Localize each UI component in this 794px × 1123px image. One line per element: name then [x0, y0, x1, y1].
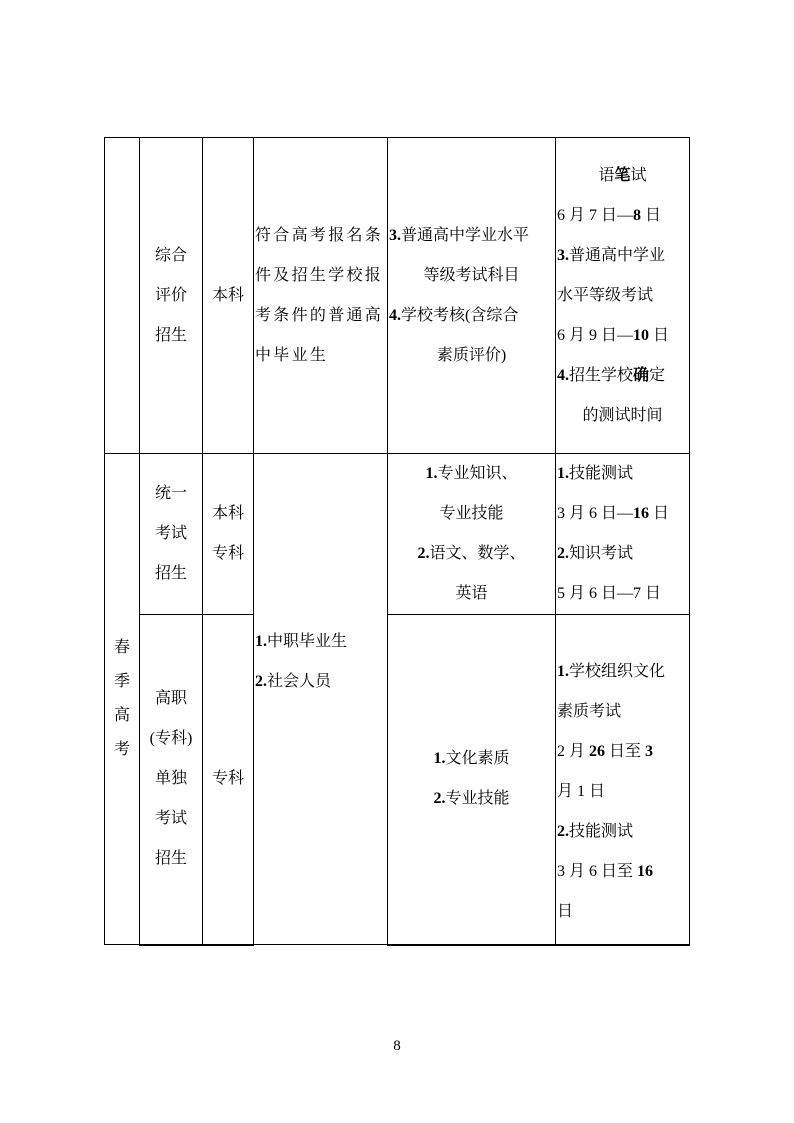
table-cell-line: 单独 [154, 770, 187, 788]
table-cell-line: 月 1 日 [557, 783, 606, 801]
cell-level-zhuanke [203, 615, 254, 945]
table-cell-line: 素质评价) [436, 346, 507, 364]
table-cell-line: 英语 [455, 585, 488, 602]
table-cell-line: 1.技能测试 [557, 465, 634, 482]
table-cell-line: (专科) [149, 730, 193, 748]
cell-subjects-comprehensive [388, 138, 556, 454]
table-cell-line: 的测试时间 [582, 406, 663, 424]
table-cell-line: 1.学校组织文化 [557, 663, 666, 681]
table-cell-line: 本科 [211, 286, 244, 304]
table-cell-line: 2.技能测试 [557, 823, 634, 841]
table-cell-line: 6 月 9 日—10 日 [557, 326, 670, 344]
table-cell-line: 专业技能 [439, 505, 504, 522]
table-cell-line: 招生 [154, 850, 187, 868]
table-cell-line: 3.普通高中学业水平 [389, 226, 530, 244]
table-cell-line: 等级考试科目 [423, 266, 520, 284]
cell-type-comprehensive-evaluation [140, 138, 203, 454]
row-separate-exam [105, 615, 690, 945]
table-cell-line: 招生 [154, 565, 187, 582]
table-cell-line: 考 [113, 741, 130, 758]
table-cell-line: 2.语文、数学、 [417, 545, 526, 562]
table-cell-line: 评价 [154, 286, 187, 304]
table-cell-line: 专科 [211, 770, 244, 788]
table-cell-line: 1.中职毕业生 [255, 633, 348, 650]
table-cell-line: 考试 [154, 525, 187, 542]
table-cell-line: 4.学校考核(含综合 [389, 306, 519, 324]
table-cell-line: 2 月 26 日至 3 [557, 743, 654, 761]
table-cell-line: 水平等级考试 [557, 286, 654, 304]
enrollment-table [104, 137, 690, 946]
table-cell-line: 考试 [154, 810, 187, 828]
table-cell-line: 春 [113, 639, 130, 656]
cell-season-empty [105, 138, 140, 454]
table-cell-line: 3.普通高中学业 [557, 246, 666, 264]
table-cell-line: 4.招生学校确定 [557, 366, 666, 384]
table-cell-line: 招生 [154, 326, 187, 344]
cell-schedule-separate [556, 615, 690, 945]
table-cell-line: 1.文化素质 [433, 750, 510, 768]
cell-type-separate-exam [140, 615, 203, 945]
table-cell-line: 符合高考报名条 [255, 226, 384, 244]
table-cell-line: 2.专业技能 [433, 790, 510, 808]
table-cell-line: 3 月 6 日—16 日 [557, 505, 670, 522]
cell-season-spring-gaokao [105, 454, 140, 945]
cell-subjects-separate [388, 615, 556, 945]
table-cell-line: 5 月 6 日—7 日 [557, 585, 662, 602]
table-cell-line: 中毕业生 [255, 346, 329, 364]
table-cell-line: 季 [113, 673, 130, 690]
table-cell-line: 日 [557, 903, 574, 921]
row-unified-exam [105, 454, 690, 615]
cell-level-benke [203, 138, 254, 454]
table-cell-line: 1.专业知识、 [425, 465, 518, 482]
table-cell-line: 2.知识考试 [557, 545, 634, 562]
cell-eligibility-comprehensive [254, 138, 388, 454]
cell-type-unified-exam [140, 454, 203, 615]
cell-subjects-unified [388, 454, 556, 615]
table-cell-line: 语笔试 [598, 166, 647, 184]
cell-schedule-unified [556, 454, 690, 615]
table-cell-line: 考条件的普通高 [255, 306, 384, 324]
table-cell-line: 高 [113, 707, 130, 724]
table-cell-line: 2.社会人员 [255, 673, 332, 690]
cell-level-benke-zhuanke [203, 454, 254, 615]
cell-schedule-comprehensive [556, 138, 690, 454]
cell-eligibility-vocational [254, 454, 388, 945]
table-cell-line: 6 月 7 日—8 日 [557, 206, 662, 224]
table-cell-line: 素质考试 [557, 703, 622, 721]
table-cell-line: 综合 [154, 246, 187, 264]
table-cell-line: 专科 [211, 545, 244, 562]
table-cell-line: 3 月 6 日至 16 [557, 863, 654, 881]
row-comprehensive-evaluation [105, 138, 690, 454]
table-cell-line: 本科 [211, 505, 244, 522]
table-cell-line: 统一 [154, 485, 187, 502]
table-cell-line: 高职 [154, 690, 187, 708]
page-number: 8 [393, 1038, 401, 1054]
table-cell-line: 件及招生学校报 [255, 266, 384, 284]
